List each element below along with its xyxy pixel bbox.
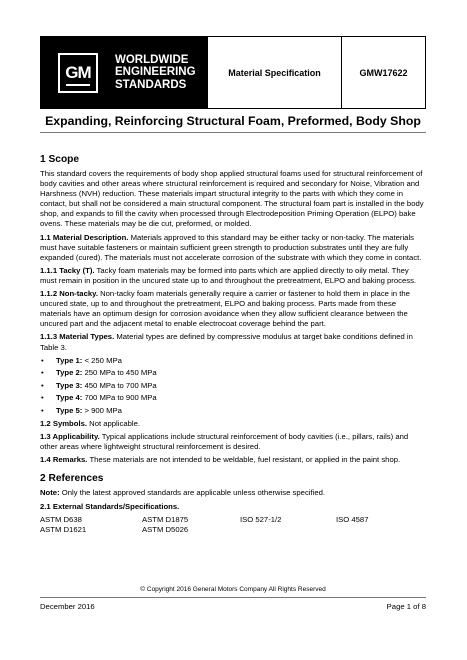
org-name — [115, 54, 196, 92]
applicability-label: 1.3 Applicability. — [40, 432, 100, 442]
note-text: Only the latest approved standards are applicable unless otherwise specified. — [59, 488, 326, 498]
remarks-label: 1.4 Remarks. — [40, 455, 88, 465]
org-line-1: WORLDWIDE — [115, 53, 189, 66]
non-tacky-paragraph — [40, 289, 426, 329]
gm-logo — [58, 53, 98, 93]
doc-type: Material Specification — [208, 37, 342, 108]
type-value: 250 MPa to 450 MPa — [82, 368, 157, 378]
type-label: Type 4: — [56, 393, 83, 403]
org-line-3: STANDARDS — [115, 78, 187, 91]
type-label: Type 2: — [56, 368, 83, 378]
copyright-notice: © Copyright 2016 General Motors Company All Rights Reserved — [140, 586, 326, 593]
note-label: Note: — [40, 488, 60, 498]
list-item — [40, 381, 426, 391]
section-1-heading: 1 Scope — [40, 154, 80, 165]
material-types-paragraph — [40, 332, 426, 352]
gm-logo-text: GM — [65, 62, 91, 82]
applicability-paragraph — [40, 432, 426, 452]
symbols-label: 1.2 Symbols. — [40, 419, 87, 429]
type-value: > 900 MPa — [82, 405, 122, 415]
type-value: 700 MPa to 900 MPa — [82, 393, 157, 403]
header-branding — [41, 37, 208, 108]
reference-item: ASTM D638 — [40, 514, 82, 524]
tacky-text: Tacky foam materials may be formed into parts which are applied directly to oily metal. They must remain in position in the uncured state up to and throughout the pretreatment, ELPO and baking process. — [40, 265, 417, 285]
applicability-text: Typical applications include structural reinforcement of body cavities (i.e., pillars, rails) and other areas where lightweight structural reinforcement is desired. — [40, 432, 409, 452]
remarks-paragraph — [40, 455, 426, 465]
page-number: Page 1 of 8 — [386, 602, 426, 611]
reference-item: ASTM D1875 — [142, 514, 189, 524]
org-line-2: ENGINEERING — [115, 66, 196, 79]
type-label: Type 5: — [56, 405, 83, 415]
tacky-label: 1.1.1 Tacky (T). — [40, 265, 95, 275]
note-paragraph — [40, 488, 426, 498]
reference-item: ASTM D1621 — [40, 524, 87, 534]
tacky-paragraph — [40, 266, 426, 286]
scope-paragraph: This standard covers the requirements of body shop applied structural foams used for structural reinforcement of body cavities and other areas where structural reinforcement is required and secondary for Noise, Vibration and Harshness (NVH) reduction. These materials impart structural integrity to the parts with which they come in contact, but shall not be considered a main structural component. The structural foam part is installed in the body shop, and expands to fill the cavity when processed through Electrodeposition Priming Operation (ELPO) bake ovens. These materials may be die cut, preformed, or molded. — [40, 169, 424, 229]
remarks-text: These materials are not intended to be weldable, fuel resistant, or applied in the paint shop. — [87, 455, 401, 465]
document-body — [40, 154, 426, 535]
material-types-list — [40, 356, 426, 416]
material-types-text: Material types are defined by compressive modulus at target bake conditions defined in Table 3. — [40, 332, 413, 352]
reference-item: ISO 527-1/2 — [240, 514, 282, 524]
material-description — [40, 233, 426, 263]
symbols-text: Not applicable. — [87, 419, 140, 429]
type-value: < 250 MPa — [82, 355, 122, 365]
doc-number: GMW17622 — [359, 67, 408, 78]
list-item — [40, 406, 426, 416]
title-divider — [40, 132, 426, 133]
footer-divider — [40, 597, 426, 598]
symbols-paragraph — [40, 419, 426, 429]
reference-item: ASTM D5026 — [142, 524, 189, 534]
footer-date: December 2016 — [40, 602, 95, 611]
material-types-label: 1.1.3 Material Types. — [40, 332, 115, 342]
material-description-text: Materials approved to this standard may be either tacky or non-tacky. The materials must have suitable fasteners or maintain sufficient green strength to production substrates until they are fully expanded (cured). The materials must not accelerate corrosion of the substrate with which they come in contact. — [40, 232, 422, 262]
list-item — [40, 393, 426, 403]
non-tacky-text: Non-tacky foam materials generally require a carrier or fastener to hold them in place in the uncured state, up to and throughout the pretreatment, ELPO and baking process. Parts made from these materials have an optimum design for corrosion avoidance when they allow sufficient clearance between the uncured part and the adjacent metal to enable electrocoat coverage behind the part. — [40, 289, 410, 329]
list-item — [40, 368, 426, 378]
non-tacky-label: 1.1.2 Non-tacky. — [40, 289, 98, 299]
external-standards-label: 2.1 External Standards/Specifications. — [40, 501, 180, 511]
list-item — [40, 356, 426, 366]
section-2-heading: 2 References — [40, 473, 104, 485]
external-standards-heading — [40, 502, 426, 512]
type-label: Type 3: — [56, 380, 83, 390]
reference-item: ISO 4587 — [336, 514, 369, 524]
document-header — [40, 36, 426, 109]
page-title: Expanding, Reinforcing Structural Foam, Preformed, Body Shop — [45, 114, 421, 128]
type-value: 450 MPa to 700 MPa — [82, 380, 157, 390]
type-label: Type 1: — [56, 355, 83, 365]
material-description-label: 1.1 Material Description. — [40, 232, 129, 242]
references-list — [40, 515, 426, 535]
